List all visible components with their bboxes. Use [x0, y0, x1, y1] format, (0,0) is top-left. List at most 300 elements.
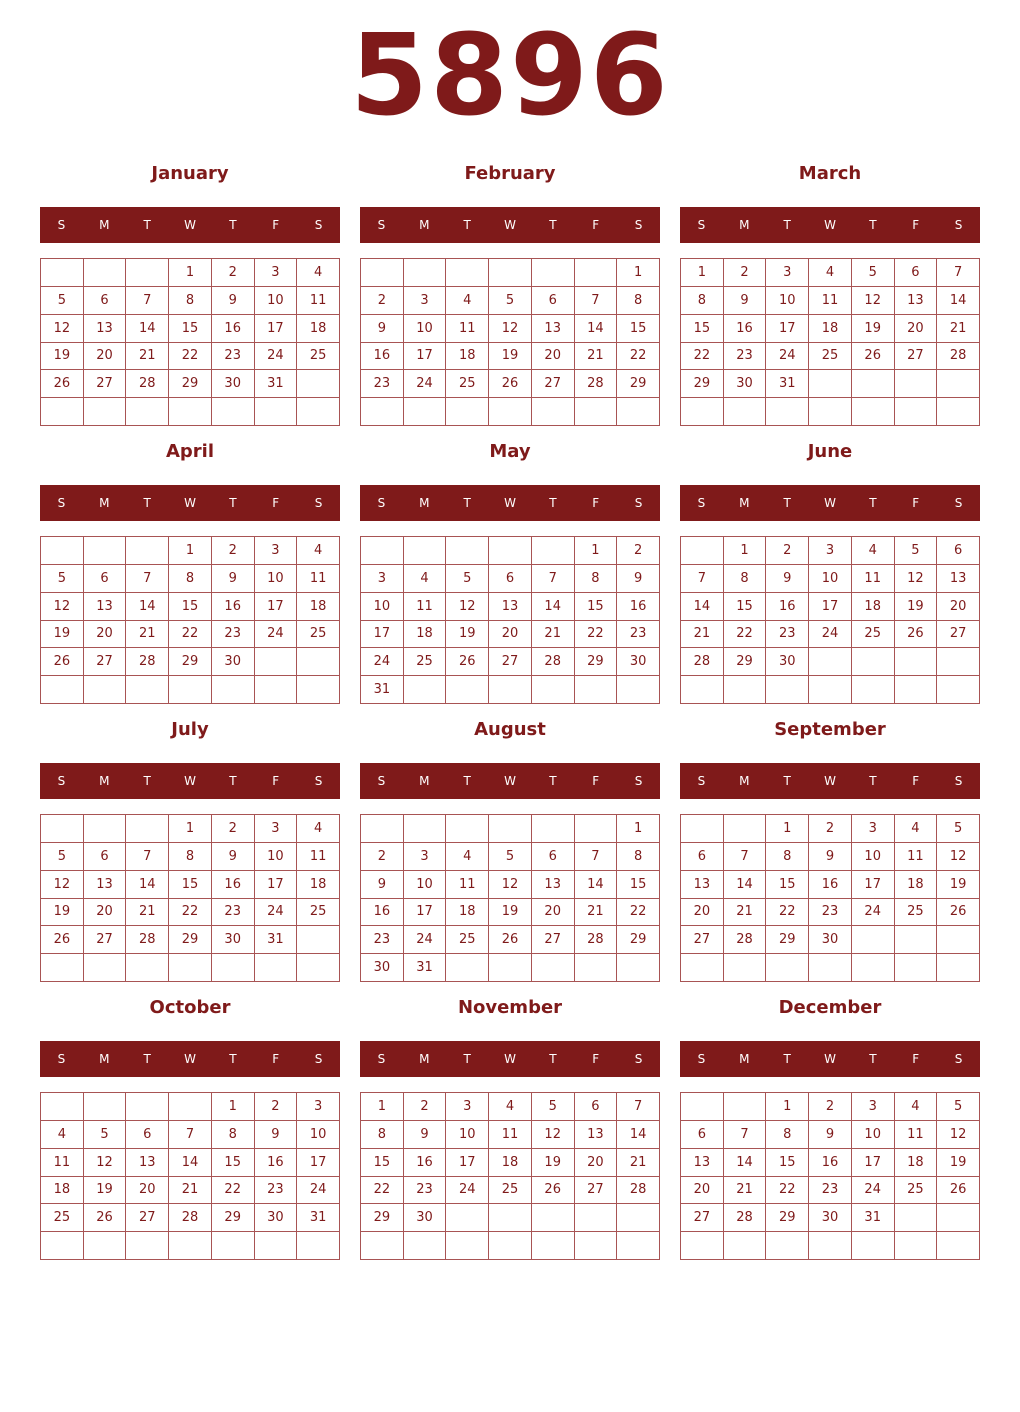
day-cell: 4: [489, 1093, 532, 1121]
day-cell: 15: [575, 593, 618, 621]
weekday-label: W: [504, 496, 516, 510]
weekday-header: [40, 763, 340, 799]
day-cell: 21: [532, 621, 575, 649]
day-cell: 2: [766, 537, 809, 565]
day-cell: 18: [404, 621, 447, 649]
weekday-label: M: [419, 218, 430, 232]
day-cell: 27: [84, 648, 127, 676]
day-cell: 15: [724, 593, 767, 621]
day-cell: 4: [297, 815, 340, 843]
empty-day-cell: [489, 815, 532, 843]
month-name: May: [489, 441, 531, 462]
weekday-header: [40, 485, 340, 521]
day-cell: 8: [361, 1121, 404, 1149]
empty-day-cell: [724, 954, 767, 982]
day-cell: 26: [41, 926, 84, 954]
empty-day-cell: [937, 398, 980, 426]
day-grid: [40, 536, 340, 704]
day-cell: 13: [532, 315, 575, 343]
day-cell: 5: [41, 843, 84, 871]
weekday-header: [40, 207, 340, 243]
day-cell: 26: [895, 621, 938, 649]
empty-day-cell: [895, 954, 938, 982]
weekday-label: S: [954, 218, 963, 232]
empty-day-cell: [84, 676, 127, 704]
day-cell: 2: [212, 259, 255, 287]
weekday-label: S: [377, 774, 386, 788]
day-cell: 6: [84, 287, 127, 315]
empty-day-cell: [937, 370, 980, 398]
weekday-label: T: [783, 218, 791, 232]
day-cell: 7: [169, 1121, 212, 1149]
weekday-label: S: [377, 1052, 386, 1066]
empty-day-cell: [617, 954, 660, 982]
day-cell: 21: [617, 1149, 660, 1177]
day-cell: 26: [446, 648, 489, 676]
day-cell: 28: [681, 648, 724, 676]
weekday-label: T: [549, 496, 557, 510]
day-cell: 25: [852, 621, 895, 649]
day-cell: 23: [212, 343, 255, 371]
day-cell: 29: [575, 648, 618, 676]
day-cell: 14: [575, 871, 618, 899]
day-cell: 9: [809, 843, 852, 871]
month-name: March: [798, 163, 862, 184]
empty-day-cell: [297, 398, 340, 426]
day-cell: 26: [937, 899, 980, 927]
day-cell: 28: [575, 370, 618, 398]
day-cell: 12: [489, 315, 532, 343]
day-cell: 24: [809, 621, 852, 649]
day-cell: 4: [297, 537, 340, 565]
weekday-label: S: [954, 1052, 963, 1066]
day-cell: 7: [126, 287, 169, 315]
empty-day-cell: [84, 398, 127, 426]
day-cell: 26: [937, 1177, 980, 1205]
empty-day-cell: [255, 648, 298, 676]
empty-day-cell: [212, 954, 255, 982]
day-cell: 2: [724, 259, 767, 287]
day-cell: 11: [489, 1121, 532, 1149]
weekday-label: S: [57, 1052, 66, 1066]
empty-day-cell: [84, 259, 127, 287]
weekday-label: T: [549, 1052, 557, 1066]
day-cell: 11: [446, 315, 489, 343]
day-cell: 3: [255, 259, 298, 287]
day-cell: 1: [724, 537, 767, 565]
day-cell: 13: [681, 871, 724, 899]
day-cell: 28: [724, 926, 767, 954]
empty-day-cell: [766, 676, 809, 704]
day-cell: 21: [724, 1177, 767, 1205]
day-cell: 25: [41, 1204, 84, 1232]
empty-day-cell: [41, 676, 84, 704]
empty-day-cell: [212, 398, 255, 426]
day-cell: 16: [724, 315, 767, 343]
day-cell: 15: [212, 1149, 255, 1177]
day-cell: 12: [895, 565, 938, 593]
day-cell: 5: [489, 843, 532, 871]
empty-day-cell: [255, 1232, 298, 1260]
day-cell: 7: [937, 259, 980, 287]
weekday-label: F: [912, 1052, 920, 1066]
empty-day-cell: [489, 259, 532, 287]
day-cell: 8: [617, 287, 660, 315]
empty-day-cell: [681, 537, 724, 565]
day-cell: 28: [724, 1204, 767, 1232]
day-cell: 12: [489, 871, 532, 899]
day-cell: 6: [489, 565, 532, 593]
weekday-label: S: [377, 218, 386, 232]
empty-day-cell: [532, 1232, 575, 1260]
day-cell: 24: [852, 1177, 895, 1205]
day-grid: [40, 814, 340, 982]
empty-day-cell: [41, 1093, 84, 1121]
weekday-label: W: [824, 774, 836, 788]
day-cell: 1: [575, 537, 618, 565]
day-cell: 23: [724, 343, 767, 371]
weekday-label: W: [504, 218, 516, 232]
empty-day-cell: [724, 815, 767, 843]
day-cell: 20: [895, 315, 938, 343]
empty-day-cell: [255, 954, 298, 982]
empty-day-cell: [681, 1093, 724, 1121]
empty-day-cell: [126, 954, 169, 982]
day-cell: 10: [404, 871, 447, 899]
empty-day-cell: [169, 676, 212, 704]
day-cell: 10: [446, 1121, 489, 1149]
day-cell: 27: [532, 370, 575, 398]
day-cell: 28: [575, 926, 618, 954]
day-cell: 16: [361, 343, 404, 371]
weekday-label: W: [824, 496, 836, 510]
day-cell: 10: [297, 1121, 340, 1149]
empty-day-cell: [724, 1093, 767, 1121]
day-cell: 21: [126, 343, 169, 371]
day-cell: 11: [895, 1121, 938, 1149]
empty-day-cell: [489, 537, 532, 565]
day-cell: 17: [297, 1149, 340, 1177]
weekday-label: T: [463, 774, 471, 788]
day-cell: 9: [255, 1121, 298, 1149]
weekday-label: M: [419, 1052, 430, 1066]
day-cell: 15: [617, 871, 660, 899]
empty-day-cell: [895, 1204, 938, 1232]
day-cell: 17: [404, 343, 447, 371]
day-cell: 25: [895, 1177, 938, 1205]
weekday-label: M: [739, 1052, 750, 1066]
day-cell: 20: [84, 343, 127, 371]
day-cell: 3: [297, 1093, 340, 1121]
day-cell: 27: [575, 1177, 618, 1205]
day-grid: [680, 814, 980, 982]
day-cell: 9: [617, 565, 660, 593]
day-cell: 30: [361, 954, 404, 982]
day-cell: 31: [255, 370, 298, 398]
day-cell: 11: [297, 843, 340, 871]
day-cell: 30: [724, 370, 767, 398]
day-cell: 27: [681, 926, 724, 954]
day-cell: 9: [361, 315, 404, 343]
day-cell: 12: [41, 315, 84, 343]
day-cell: 25: [489, 1177, 532, 1205]
weekday-label: W: [184, 1052, 196, 1066]
empty-day-cell: [212, 1232, 255, 1260]
empty-day-cell: [489, 676, 532, 704]
day-cell: 15: [169, 315, 212, 343]
day-cell: 29: [766, 926, 809, 954]
day-cell: 20: [681, 899, 724, 927]
weekday-label: S: [697, 496, 706, 510]
day-cell: 14: [724, 871, 767, 899]
empty-day-cell: [895, 676, 938, 704]
day-cell: 6: [895, 259, 938, 287]
day-cell: 27: [681, 1204, 724, 1232]
day-cell: 16: [404, 1149, 447, 1177]
day-cell: 4: [404, 565, 447, 593]
day-cell: 24: [404, 370, 447, 398]
weekday-label: T: [143, 1052, 151, 1066]
weekday-header: [680, 1041, 980, 1077]
empty-day-cell: [852, 648, 895, 676]
day-cell: 9: [212, 287, 255, 315]
day-cell: 21: [724, 899, 767, 927]
day-cell: 24: [297, 1177, 340, 1205]
weekday-label: F: [592, 496, 600, 510]
empty-day-cell: [575, 1232, 618, 1260]
day-cell: 19: [446, 621, 489, 649]
day-cell: 19: [895, 593, 938, 621]
day-cell: 19: [489, 343, 532, 371]
weekday-label: T: [549, 218, 557, 232]
day-cell: 2: [361, 287, 404, 315]
empty-day-cell: [446, 815, 489, 843]
empty-day-cell: [169, 1093, 212, 1121]
day-cell: 14: [126, 315, 169, 343]
day-grid: [40, 258, 340, 426]
day-cell: 17: [404, 899, 447, 927]
day-cell: 5: [937, 1093, 980, 1121]
day-cell: 29: [681, 370, 724, 398]
day-cell: 2: [212, 537, 255, 565]
day-cell: 18: [489, 1149, 532, 1177]
empty-day-cell: [937, 648, 980, 676]
day-cell: 30: [617, 648, 660, 676]
day-cell: 18: [297, 315, 340, 343]
day-cell: 23: [617, 621, 660, 649]
weekday-label: M: [99, 496, 110, 510]
day-cell: 3: [404, 843, 447, 871]
empty-day-cell: [404, 676, 447, 704]
empty-day-cell: [84, 815, 127, 843]
day-cell: 7: [681, 565, 724, 593]
month-name: October: [149, 997, 231, 1018]
day-cell: 22: [169, 621, 212, 649]
empty-day-cell: [852, 926, 895, 954]
empty-day-cell: [84, 537, 127, 565]
day-cell: 13: [895, 287, 938, 315]
day-cell: 11: [895, 843, 938, 871]
empty-day-cell: [895, 370, 938, 398]
day-cell: 9: [361, 871, 404, 899]
day-cell: 2: [809, 1093, 852, 1121]
day-cell: 26: [41, 370, 84, 398]
day-cell: 18: [297, 593, 340, 621]
weekday-label: S: [314, 218, 323, 232]
day-cell: 27: [84, 926, 127, 954]
month-june: [680, 437, 980, 707]
day-cell: 8: [724, 565, 767, 593]
day-cell: 25: [446, 926, 489, 954]
day-cell: 19: [41, 343, 84, 371]
day-cell: 30: [809, 926, 852, 954]
day-cell: 30: [255, 1204, 298, 1232]
empty-day-cell: [724, 1232, 767, 1260]
month-december: [680, 993, 980, 1263]
day-cell: 11: [852, 565, 895, 593]
day-cell: 31: [766, 370, 809, 398]
day-cell: 6: [84, 843, 127, 871]
day-cell: 7: [724, 1121, 767, 1149]
day-cell: 23: [212, 899, 255, 927]
weekday-label: S: [57, 218, 66, 232]
day-cell: 24: [255, 343, 298, 371]
empty-day-cell: [724, 676, 767, 704]
day-cell: 22: [169, 899, 212, 927]
empty-day-cell: [809, 370, 852, 398]
empty-day-cell: [937, 1232, 980, 1260]
empty-day-cell: [84, 1093, 127, 1121]
day-cell: 4: [895, 815, 938, 843]
day-cell: 12: [937, 1121, 980, 1149]
day-cell: 25: [895, 899, 938, 927]
empty-day-cell: [724, 398, 767, 426]
empty-day-cell: [681, 398, 724, 426]
empty-day-cell: [126, 676, 169, 704]
empty-day-cell: [681, 676, 724, 704]
weekday-label: T: [229, 774, 237, 788]
day-cell: 24: [766, 343, 809, 371]
empty-day-cell: [41, 398, 84, 426]
day-cell: 1: [212, 1093, 255, 1121]
day-cell: 13: [937, 565, 980, 593]
day-cell: 19: [489, 899, 532, 927]
day-cell: 9: [724, 287, 767, 315]
day-cell: 31: [297, 1204, 340, 1232]
day-grid: [360, 814, 660, 982]
empty-day-cell: [361, 1232, 404, 1260]
empty-day-cell: [766, 398, 809, 426]
day-cell: 26: [84, 1204, 127, 1232]
empty-day-cell: [617, 1204, 660, 1232]
day-cell: 8: [575, 565, 618, 593]
empty-day-cell: [895, 1232, 938, 1260]
day-cell: 25: [297, 899, 340, 927]
day-cell: 10: [852, 843, 895, 871]
day-cell: 14: [681, 593, 724, 621]
empty-day-cell: [532, 537, 575, 565]
month-name: September: [774, 719, 886, 740]
day-cell: 8: [681, 287, 724, 315]
day-cell: 21: [575, 343, 618, 371]
weekday-label: W: [504, 774, 516, 788]
weekday-label: S: [697, 774, 706, 788]
day-cell: 16: [809, 871, 852, 899]
day-cell: 26: [489, 926, 532, 954]
day-cell: 20: [489, 621, 532, 649]
day-cell: 9: [212, 565, 255, 593]
empty-day-cell: [41, 259, 84, 287]
day-cell: 4: [446, 287, 489, 315]
weekday-label: F: [912, 496, 920, 510]
weekday-label: S: [634, 218, 643, 232]
weekday-label: T: [869, 774, 877, 788]
day-cell: 2: [361, 843, 404, 871]
day-cell: 10: [852, 1121, 895, 1149]
day-cell: 1: [617, 259, 660, 287]
empty-day-cell: [532, 1204, 575, 1232]
day-cell: 5: [489, 287, 532, 315]
day-cell: 16: [617, 593, 660, 621]
day-cell: 27: [532, 926, 575, 954]
day-cell: 27: [937, 621, 980, 649]
weekday-header: [680, 207, 980, 243]
day-cell: 13: [532, 871, 575, 899]
weekday-label: F: [272, 1052, 280, 1066]
day-cell: 12: [937, 843, 980, 871]
day-cell: 3: [446, 1093, 489, 1121]
day-cell: 3: [852, 815, 895, 843]
day-cell: 13: [84, 593, 127, 621]
day-cell: 21: [681, 621, 724, 649]
weekday-label: S: [57, 774, 66, 788]
day-cell: 23: [809, 1177, 852, 1205]
month-july: [40, 715, 340, 985]
day-cell: 22: [361, 1177, 404, 1205]
month-name: June: [807, 441, 853, 462]
day-cell: 2: [212, 815, 255, 843]
empty-day-cell: [169, 398, 212, 426]
month-february: [360, 159, 660, 429]
day-cell: 14: [575, 315, 618, 343]
day-cell: 20: [575, 1149, 618, 1177]
day-cell: 3: [766, 259, 809, 287]
day-cell: 20: [681, 1177, 724, 1205]
day-cell: 31: [852, 1204, 895, 1232]
day-cell: 1: [617, 815, 660, 843]
empty-day-cell: [895, 648, 938, 676]
weekday-header: [40, 1041, 340, 1077]
day-cell: 5: [532, 1093, 575, 1121]
weekday-label: F: [272, 218, 280, 232]
day-cell: 29: [617, 926, 660, 954]
day-cell: 14: [169, 1149, 212, 1177]
weekday-label: T: [783, 1052, 791, 1066]
weekday-label: F: [592, 1052, 600, 1066]
empty-day-cell: [126, 1232, 169, 1260]
day-cell: 19: [84, 1177, 127, 1205]
weekday-label: S: [57, 496, 66, 510]
weekday-label: M: [739, 774, 750, 788]
empty-day-cell: [41, 815, 84, 843]
weekday-label: W: [824, 218, 836, 232]
month-name: January: [151, 163, 229, 184]
day-cell: 11: [446, 871, 489, 899]
day-cell: 14: [126, 593, 169, 621]
day-cell: 11: [297, 565, 340, 593]
day-cell: 2: [617, 537, 660, 565]
day-cell: 10: [766, 287, 809, 315]
